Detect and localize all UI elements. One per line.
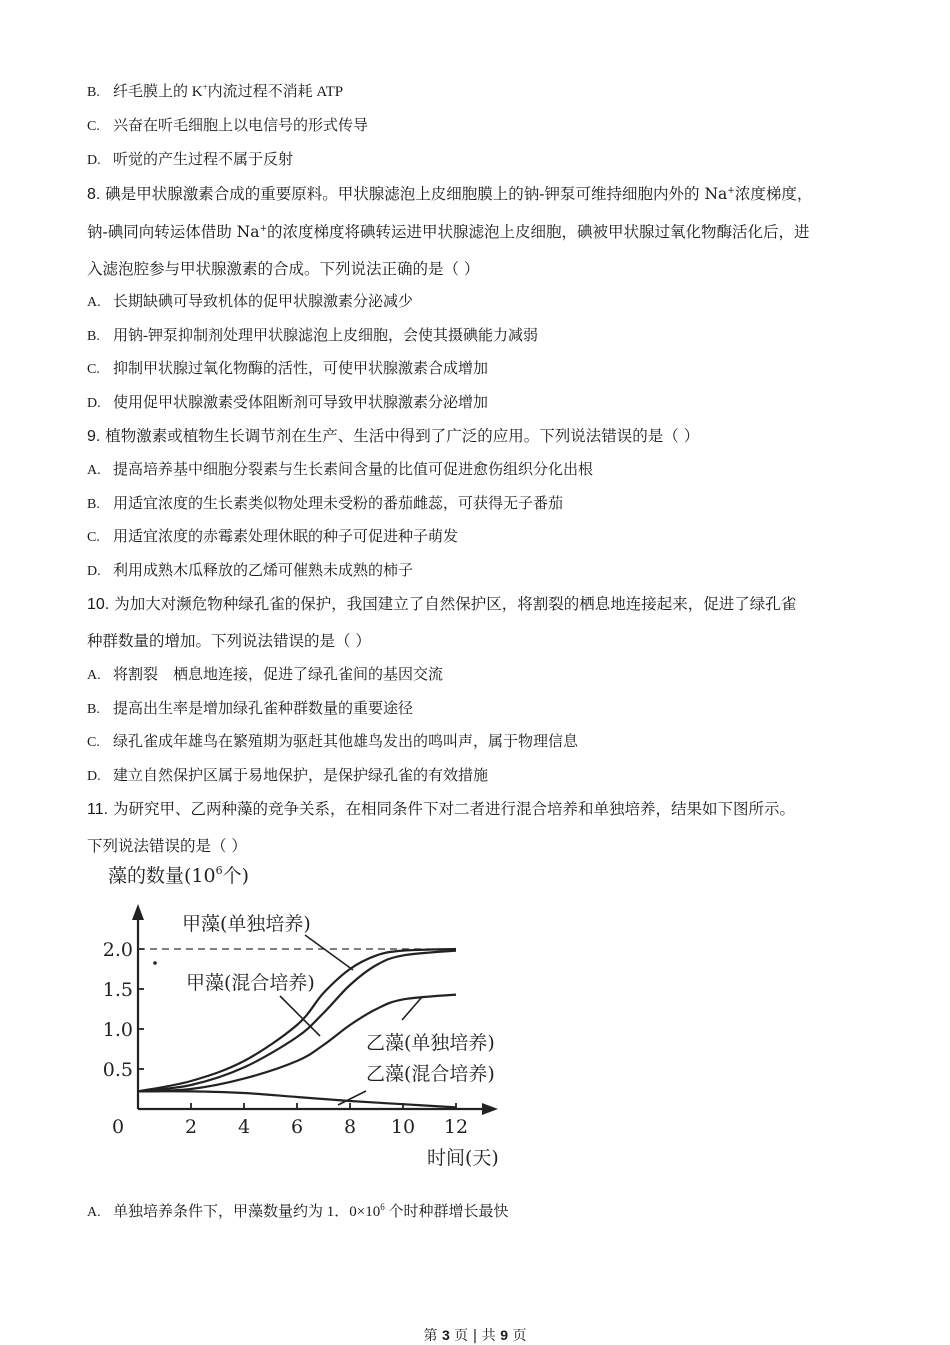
- leader-line-yi-single: [402, 997, 422, 1020]
- footer-text: 页: [508, 1328, 527, 1344]
- question-number: 8.: [87, 186, 101, 203]
- option-text: 建立自然保护区属于易地保护，是保护绿孔雀的有效措施: [113, 768, 489, 784]
- x-tick-label: 8: [343, 1116, 357, 1138]
- x-tick-label: 4: [237, 1116, 251, 1138]
- q9-option-b: [87, 492, 563, 513]
- q9-option-d: [87, 559, 413, 580]
- option-label: D.: [87, 396, 101, 411]
- y-axis-arrow: [132, 904, 144, 920]
- option-text-pre: 纤毛膜上的 K: [113, 84, 203, 100]
- option-label: C.: [87, 119, 100, 134]
- stem-text: 碘是甲状腺激素合成的重要原料。甲状腺滤泡上皮细胞膜上的钠-钾泵可维持细胞内外的 Na: [105, 185, 728, 203]
- q8-stem-line-2: [87, 220, 810, 242]
- option-label: B.: [87, 497, 100, 512]
- leader-line-jia-single: [305, 935, 353, 970]
- q10-option-a: [87, 663, 443, 684]
- option-text: 利用成熟木瓜释放的乙烯可催熟未成熟的柿子: [113, 563, 414, 579]
- x-tick-label: 10: [390, 1116, 416, 1138]
- option-text: 提高培养基中细胞分裂素与生长素间含量的比值可促进愈伤组织分化出根: [113, 462, 594, 478]
- x-axis-label: 时间(天): [427, 1147, 499, 1167]
- series-label-yi-single: 乙藻(单独培养): [366, 1032, 495, 1054]
- option-text: 绿孔雀成年雄鸟在繁殖期为驱赶其他雄鸟发出的鸣叫声，属于物理信息: [113, 734, 579, 750]
- q8-option-d: [87, 391, 488, 412]
- superscript: +: [727, 186, 735, 196]
- y-tick-label: 2.0: [102, 939, 133, 961]
- stem-text: 为研究甲、乙两种藻的竞争关系，在相同条件下对二者进行混合培养和单独培养，结果如下图所示。: [113, 800, 796, 818]
- q7-option-d: [87, 148, 293, 169]
- algae-growth-chart: [90, 862, 530, 1167]
- page-number: 3: [441, 1327, 450, 1343]
- y-tick-label: 1.0: [102, 1019, 133, 1041]
- q11-option-a: [87, 1200, 508, 1221]
- option-text: 兴奋在听毛细胞上以电信号的形式传导: [113, 118, 369, 134]
- stem-text: 种群数量的增加。下列说法错误的是（ ）: [87, 632, 371, 650]
- option-text: 用适宜浓度的生长素类似物处理未受粉的番茄雌蕊，可获得无子番茄: [113, 496, 564, 512]
- x-axis-arrow: [482, 1103, 498, 1115]
- stem-text: 入滤泡腔参与甲状腺激素的合成。下列说法正确的是（ ）: [87, 260, 480, 278]
- stem-text: 下列说法错误的是（ ）: [87, 837, 247, 855]
- superscript: +: [202, 82, 208, 92]
- stem-text: 植物激素或植物生长调节剂在生产、生活中得到了广泛的应用。下列说法错误的是（ ）: [105, 427, 700, 445]
- superscript: 6: [380, 1202, 385, 1212]
- option-text: 用钠-钾泵抑制剂处理甲状腺滤泡上皮细胞，会使其摄碘能力减弱: [113, 328, 538, 344]
- y-tick-label: 1.5: [102, 979, 133, 1001]
- x-tick-label: 0: [111, 1116, 125, 1138]
- footer-text: 第: [423, 1328, 442, 1344]
- question-number: 9.: [87, 428, 101, 445]
- option-text: 长期缺碘可导致机体的促甲状腺激素分泌减少: [113, 294, 414, 310]
- option-text: 抑制甲状腺过氧化物酶的活性，可使甲状腺激素合成增加: [113, 361, 489, 377]
- x-tick-label: 2: [184, 1116, 198, 1138]
- q7-option-c: [87, 114, 368, 135]
- option-text: 提高出生率是增加绿孔雀种群数量的重要途径: [113, 701, 414, 717]
- option-label: A.: [87, 1205, 101, 1220]
- q10-option-c: [87, 730, 578, 751]
- q7-option-b: [87, 80, 343, 101]
- x-tick-label: 12: [443, 1116, 469, 1138]
- option-text: 用适宜浓度的赤霉素处理休眠的种子可促进种子萌发: [113, 529, 459, 545]
- y-tick-label: 0.5: [102, 1059, 133, 1081]
- y-axis-label: 藻的数量($10^6$个): [108, 864, 250, 887]
- footer-text: 页 | 共: [449, 1328, 501, 1344]
- stray-dot: [153, 961, 157, 965]
- q11-stem-line-1: [87, 797, 795, 819]
- option-label: D.: [87, 769, 101, 784]
- q10-option-b: [87, 697, 413, 718]
- q9-option-a: [87, 458, 593, 479]
- option-label: B.: [87, 702, 100, 717]
- series-label-jia-single: 甲藻(单独培养): [182, 913, 311, 935]
- option-label: B.: [87, 85, 100, 100]
- total-pages: 9: [500, 1327, 509, 1343]
- option-text: 听觉的产生过程不属于反射: [113, 152, 294, 168]
- stem-text: 的浓度梯度将碘转运进甲状腺滤泡上皮细胞，碘被甲状腺过氧化物酶活化后，进: [267, 223, 810, 241]
- series-label-jia-mixed: 甲藻(混合培养): [186, 972, 315, 994]
- option-label: A.: [87, 295, 101, 310]
- stem-text: 为加大对濒危物种绿孔雀的保护，我国建立了自然保护区，将割裂的栖息地连接起来，促进了绿孔雀: [114, 595, 797, 613]
- question-number: 11.: [87, 801, 109, 818]
- option-label: C.: [87, 362, 100, 377]
- option-label: A.: [87, 668, 101, 683]
- option-label: D.: [87, 564, 101, 579]
- option-label: C.: [87, 735, 100, 750]
- x-tick-label: 6: [290, 1116, 304, 1138]
- q10-stem-line-2: [87, 629, 371, 651]
- superscript: +: [259, 224, 268, 234]
- option-label: D.: [87, 153, 101, 168]
- q8-stem-line-3: [87, 257, 479, 279]
- leader-line-jia-mixed: [280, 996, 320, 1036]
- q9-stem: [87, 424, 699, 446]
- q11-stem-line-2: [87, 834, 247, 856]
- option-label: C.: [87, 530, 100, 545]
- q10-option-d: [87, 764, 488, 785]
- option-text-post: 内流过程不消耗 ATP: [207, 84, 344, 100]
- option-label: B.: [87, 329, 100, 344]
- option-text-post: 个时种群增长最快: [384, 1204, 509, 1220]
- question-number: 10.: [87, 596, 110, 613]
- option-text: 使用促甲状腺激素受体阻断剂可导致甲状腺激素分泌增加: [113, 395, 489, 411]
- q8-stem-line-1: [87, 182, 812, 204]
- stem-text: 钠-碘同向转运体借助 Na: [87, 223, 260, 241]
- leader-line-yi-mixed: [338, 1091, 366, 1105]
- stem-text: 浓度梯度，: [734, 185, 813, 203]
- option-text: 将割裂 栖息地连接，促进了绿孔雀间的基因交流: [113, 667, 444, 683]
- q8-option-c: [87, 357, 488, 378]
- option-label: A.: [87, 463, 101, 478]
- q9-option-c: [87, 525, 458, 546]
- q8-option-b: [87, 324, 538, 345]
- option-text-pre: 单独培养条件下，甲藻数量约为 1．0×10: [113, 1204, 381, 1220]
- q10-stem-line-1: [87, 592, 796, 614]
- q8-option-a: [87, 290, 413, 311]
- page-footer: [0, 1325, 950, 1345]
- series-label-yi-mixed: 乙藻(混合培养): [366, 1063, 495, 1085]
